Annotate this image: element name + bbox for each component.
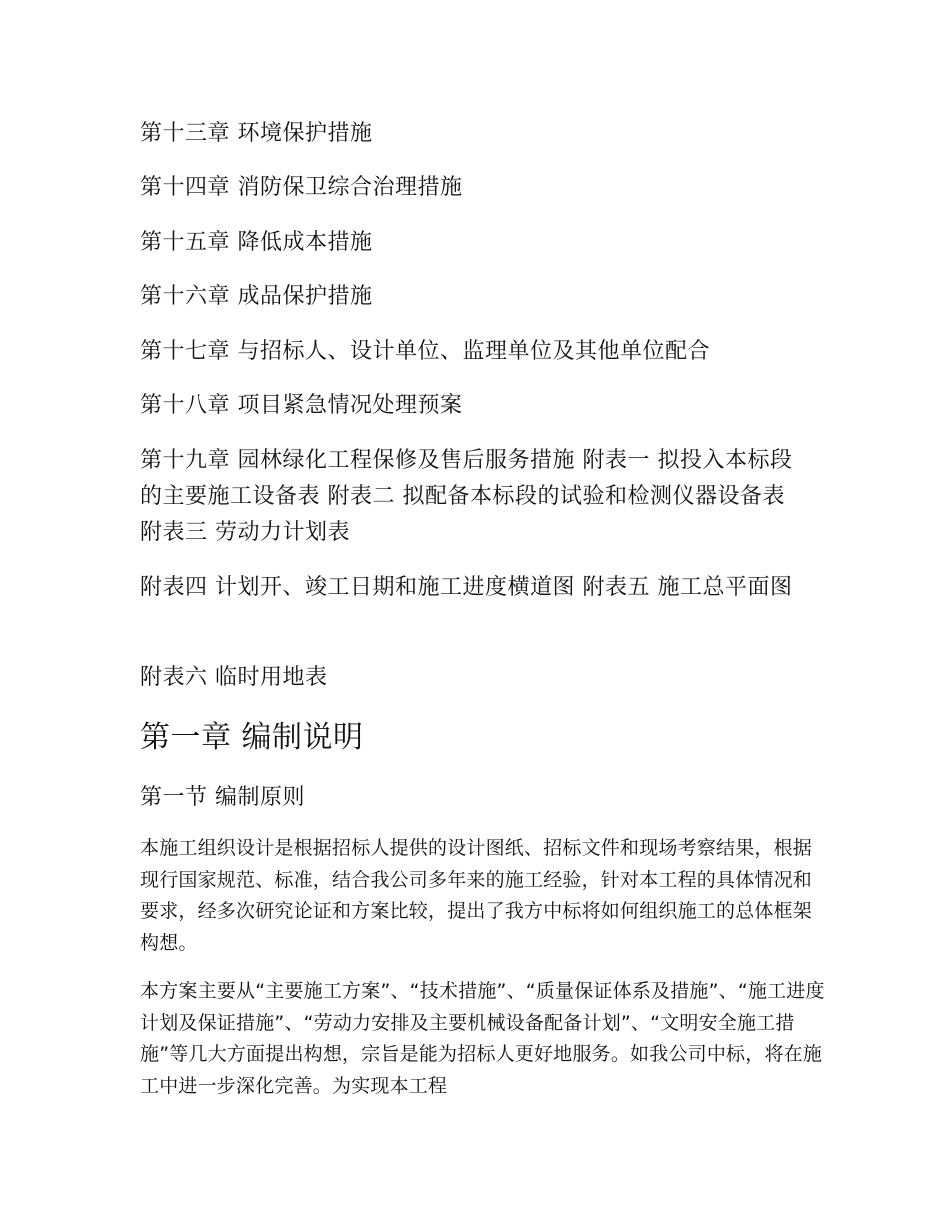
- toc-item: 第十八章 项目紧急情况处理预案: [140, 393, 463, 418]
- toc-item: 附表四 计划开、竣工日期和施工进度横道图 附表五 施工总平面图: [140, 575, 793, 600]
- toc-item: 第十九章 园林绿化工程保修及售后服务措施 附表一 拟投入本标段的主要施工设备表 附表二 拟配备本标段的试验和检测仪器设备表 附表三 劳动力计划表: [140, 448, 793, 545]
- body-paragraph: 本方案主要从“主要施工方案”、“技术措施”、“质量保证体系及措施”、“施工进度计划及保证措施”、“劳动力安排及主要机械设备配备计划”、“文明安全施工措施”等几大方面提出构想，宗旨是能为招标人更好地服务。如我公司中标，将在施工中进一步深化完善。为实现本工程: [140, 980, 825, 1097]
- section-title: 第一节 编制原则: [140, 785, 305, 810]
- toc-item: 第十六章 成品保护措施: [140, 284, 373, 309]
- toc-item: 第十七章 与招标人、设计单位、监理单位及其他单位配合: [140, 339, 710, 364]
- chapter-title: 第一章 编制说明: [140, 720, 364, 755]
- body-paragraph: 本施工组织设计是根据招标人提供的设计图纸、招标文件和现场考察结果，根据现行国家规范、标准，结合我公司多年来的施工经验，针对本工程的具体情况和要求，经多次研究论证和方案比较，提出了我方中标将如何组织施工的总体框架构想。: [140, 837, 813, 954]
- toc-item: 附表六 临时用地表: [140, 665, 328, 690]
- toc-item: 第十三章 环境保护措施: [140, 121, 373, 146]
- toc-item: 第十四章 消防保卫综合治理措施: [140, 175, 463, 200]
- toc-item: 第十五章 降低成本措施: [140, 230, 373, 255]
